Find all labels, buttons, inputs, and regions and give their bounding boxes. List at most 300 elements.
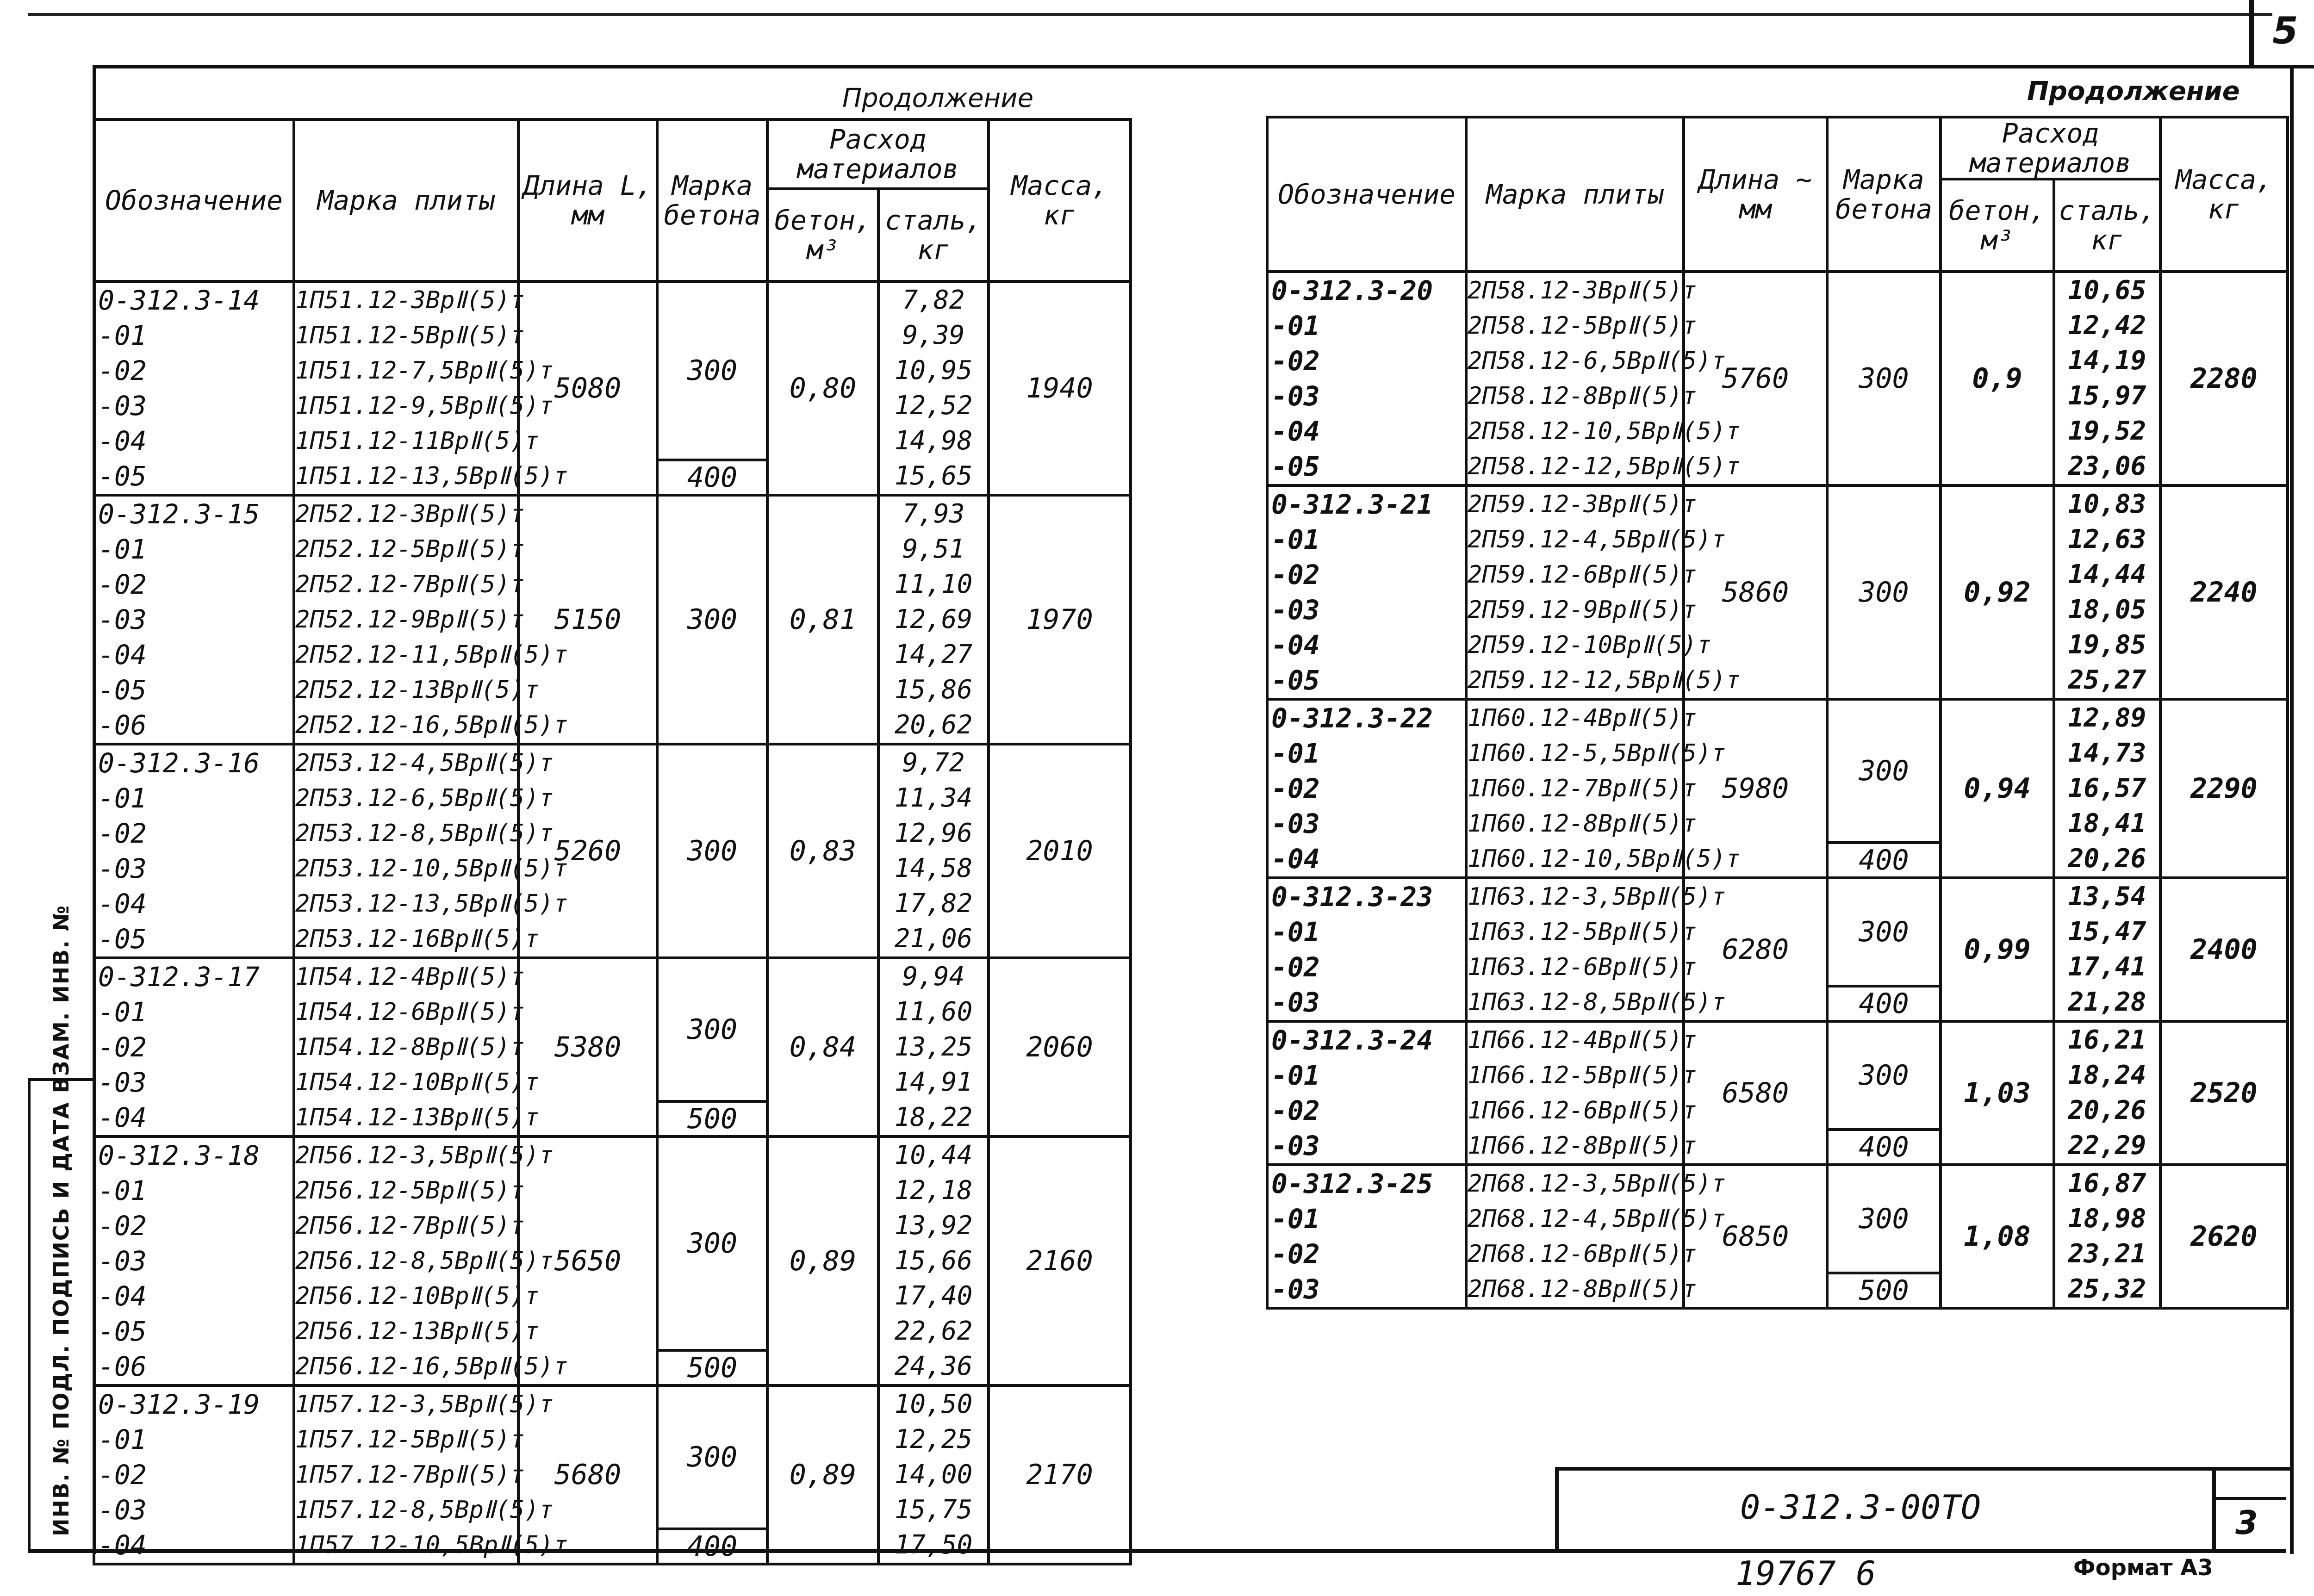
steel-cell: 15,66	[894, 1246, 973, 1276]
format-label: Формат А3	[2073, 1555, 2213, 1581]
designations-cell: -03	[98, 604, 147, 635]
header-steel: сталь, кг	[878, 189, 989, 281]
steel-cell	[878, 744, 989, 958]
steel-cell: 14,44	[2068, 559, 2146, 590]
marks-cell: 1П54.12-13ВрⅡ(5)т	[295, 1104, 539, 1131]
concrete-cell: 0,83	[767, 744, 878, 958]
length-cell: 5380	[518, 958, 657, 1136]
header-concrete-grade: Марка бетона	[657, 119, 767, 281]
steel-cell: 15,75	[894, 1495, 973, 1525]
grade-value: 300	[1859, 1059, 1909, 1092]
marks-cell: 2П59.12-10ВрⅡ(5)т	[1468, 631, 1711, 659]
steel-cell	[878, 1385, 989, 1564]
header-mass: Масса, кг	[2160, 117, 2288, 272]
header-materials: Расход материалов	[767, 119, 989, 189]
designations-cell: -02	[1271, 951, 1320, 983]
concrete-cell: 0,89	[767, 1136, 878, 1385]
group-row	[94, 744, 1131, 958]
marks-cell: 2П58.12-5ВрⅡ(5)т	[1468, 312, 1697, 340]
designations-cell: 0-312.3-17	[98, 961, 260, 993]
steel-cell: 10,65	[2068, 275, 2146, 305]
steel-cell: 24,36	[894, 1351, 973, 1381]
steel-cell: 16,87	[2068, 1168, 2146, 1199]
steel-cell: 12,18	[894, 1175, 973, 1205]
steel-cell	[2054, 272, 2160, 485]
designation-cell	[94, 744, 294, 958]
marks-cell: 2П68.12-4,5ВрⅡ(5)т	[1468, 1205, 1726, 1233]
marks-cell: 2П53.12-4,5ВрⅡ(5)т	[295, 749, 554, 777]
steel-cell: 18,05	[2068, 595, 2146, 625]
grade-cell	[657, 1136, 767, 1385]
spec-table-right	[1266, 116, 2289, 1310]
steel-cell: 9,39	[902, 320, 965, 350]
length-cell: 5150	[518, 495, 657, 744]
designations-cell: -03	[1271, 808, 1320, 839]
header-designation: Обозначение	[94, 119, 294, 281]
marks-cell: 2П52.12-9ВрⅡ(5)т	[295, 606, 525, 633]
marks-cell: 2П58.12-8ВрⅡ(5)т	[1468, 382, 1697, 410]
marks-cell: 1П54.12-6ВрⅡ(5)т	[295, 998, 525, 1026]
marks-cell: 1П63.12-3,5ВрⅡ(5)т	[1468, 883, 1726, 911]
mass-cell: 2160	[989, 1136, 1131, 1385]
designations-cell: -04	[98, 1529, 147, 1561]
designations-cell: 0-312.3-15	[98, 498, 260, 530]
mass-cell: 2170	[989, 1385, 1131, 1564]
designation-cell	[94, 958, 294, 1136]
designations-cell: 0-312.3-25	[1271, 1168, 1433, 1199]
steel-cell	[878, 495, 989, 744]
header-mark: Марка плиты	[294, 119, 518, 281]
marks-cell: 2П56.12-7ВрⅡ(5)т	[295, 1212, 525, 1240]
designations-cell: -06	[98, 1351, 147, 1382]
marks-cell: 1П57.12-7ВрⅡ(5)т	[295, 1461, 525, 1489]
marks-cell: 2П56.12-10ВрⅡ(5)т	[295, 1282, 539, 1310]
steel-cell	[2054, 1021, 2160, 1165]
designations-cell: -03	[98, 1494, 147, 1526]
designations-cell: 0-312.3-22	[1271, 702, 1433, 734]
designation-cell	[1267, 699, 1466, 878]
grade-value: 300	[1859, 576, 1909, 609]
steel-cell: 14,58	[894, 853, 973, 883]
marks-cell: 1П66.12-8ВрⅡ(5)т	[1468, 1132, 1697, 1160]
designations-cell: -04	[98, 1102, 147, 1133]
concrete-cell: 0,81	[767, 495, 878, 744]
steel-cell: 17,82	[894, 888, 973, 919]
mass-cell: 2280	[2160, 272, 2288, 485]
steel-cell: 17,40	[894, 1281, 973, 1311]
marks-cell: 2П59.12-12,5ВрⅡ(5)т	[1468, 666, 1741, 694]
mark-cell	[294, 1385, 568, 1564]
steel-cell: 22,29	[2068, 1130, 2146, 1161]
designations-cell: -02	[98, 1210, 147, 1242]
steel-cell: 18,24	[2068, 1060, 2146, 1090]
designations-cell: -05	[1271, 664, 1320, 696]
designations-cell: -03	[98, 1245, 147, 1277]
group-row	[94, 1385, 1131, 1564]
designations-cell: -01	[98, 1424, 147, 1455]
marks-cell: 2П53.12-16ВрⅡ(5)т	[295, 925, 539, 953]
steel-cell: 13,92	[894, 1211, 973, 1241]
length-cell: 5980	[1684, 699, 1827, 878]
steel-cell: 15,97	[2068, 381, 2146, 411]
designations-cell: -05	[98, 1316, 147, 1347]
grade-value: 400	[1829, 985, 1939, 1020]
designation-cell	[1267, 485, 1466, 699]
grade-value: 300	[1859, 362, 1909, 395]
steel-cell: 9,51	[902, 534, 965, 564]
marks-cell: 2П58.12-6,5ВрⅡ(5)т	[1468, 347, 1726, 375]
designation-cell	[1267, 272, 1466, 485]
steel-cell	[2054, 485, 2160, 699]
steel-cell	[878, 281, 989, 495]
marks-cell: 2П56.12-3,5ВрⅡ(5)т	[295, 1142, 554, 1169]
steel-cell: 17,41	[2068, 952, 2146, 982]
marks-cell: 1П60.12-8ВрⅡ(5)т	[1468, 810, 1697, 838]
designations-cell: -04	[98, 1280, 147, 1312]
header-length: Длина L, мм	[518, 119, 657, 281]
marks-cell: 2П56.12-5ВрⅡ(5)т	[295, 1177, 525, 1205]
steel-cell: 12,52	[894, 391, 973, 421]
designations-cell: 0-312.3-18	[98, 1140, 260, 1171]
steel-cell: 10,83	[2068, 489, 2146, 519]
steel-cell: 15,47	[2068, 917, 2146, 947]
continuation-label-left: Продолжение	[842, 83, 1034, 113]
concrete-cell: 0,94	[1941, 699, 2054, 878]
designations-cell: -01	[98, 782, 147, 814]
steel-cell	[2054, 1165, 2160, 1308]
side-stamp-text: ИНВ. № ПОДЛ. ПОДПИСЬ И ДАТА ВЗАМ. ИНВ. №	[49, 904, 74, 1536]
marks-cell: 2П52.12-16,5ВрⅡ(5)т	[295, 711, 568, 739]
steel-cell: 21,28	[2068, 987, 2146, 1017]
mass-cell: 2620	[2160, 1165, 2288, 1308]
sheet-label-line	[2216, 1497, 2286, 1500]
document-code: 0-312.3-00ТО	[1740, 1488, 1981, 1527]
steel-cell: 19,85	[2068, 630, 2146, 660]
archive-stamp: 19767 6	[1736, 1554, 1876, 1593]
steel-cell: 12,96	[894, 818, 973, 848]
marks-cell: 1П57.12-3,5ВрⅡ(5)т	[295, 1391, 554, 1418]
mark-cell	[294, 495, 568, 744]
marks-cell: 2П68.12-8ВрⅡ(5)т	[1468, 1275, 1697, 1303]
grade-value: 500	[1829, 1272, 1939, 1307]
designations-cell: -05	[98, 460, 147, 492]
designations-cell: -02	[1271, 559, 1320, 590]
designations-cell: -04	[98, 639, 147, 671]
header-mass: Масса, кг	[989, 119, 1131, 281]
header-designation: Обозначение	[1267, 117, 1466, 272]
mass-cell: 2010	[989, 744, 1131, 958]
designations-cell: 0-312.3-16	[98, 747, 260, 779]
group-row	[94, 958, 1131, 1136]
designations-cell: -02	[98, 818, 147, 849]
marks-cell: 2П53.12-13,5ВрⅡ(5)т	[295, 890, 568, 918]
marks-cell: 2П56.12-13ВрⅡ(5)т	[295, 1317, 539, 1345]
designation-cell	[1267, 1165, 1466, 1308]
marks-cell: 1П63.12-6ВрⅡ(5)т	[1468, 953, 1697, 981]
length-cell: 5760	[1684, 272, 1827, 485]
steel-cell: 9,94	[902, 962, 965, 992]
grade-value: 300	[1859, 755, 1909, 787]
designation-cell	[94, 281, 294, 495]
marks-cell: 2П68.12-6ВрⅡ(5)т	[1468, 1240, 1697, 1268]
marks-cell: 1П51.12-3ВрⅡ(5)т	[295, 286, 525, 314]
grade-value: 300	[687, 835, 738, 867]
steel-cell	[878, 958, 989, 1136]
steel-cell: 25,32	[2068, 1274, 2146, 1304]
designation-cell	[1267, 1021, 1466, 1165]
grade-value: 500	[659, 1349, 766, 1384]
length-cell: 5650	[518, 1136, 657, 1385]
designations-cell: 0-312.3-21	[1271, 489, 1433, 520]
grade-cell	[657, 958, 767, 1136]
mark-cell	[1466, 485, 1741, 699]
mark-cell	[1466, 1165, 1726, 1308]
steel-cell: 16,57	[2068, 773, 2146, 803]
steel-cell	[2054, 878, 2160, 1021]
steel-cell: 14,00	[894, 1459, 973, 1490]
grade-cell	[1827, 1021, 1941, 1165]
mass-cell: 2290	[2160, 699, 2288, 878]
steel-cell: 14,98	[894, 426, 973, 456]
steel-cell: 22,62	[894, 1316, 973, 1346]
designations-cell: -06	[98, 709, 147, 741]
mark-cell	[294, 281, 568, 495]
designations-cell: -01	[98, 320, 147, 351]
designation-cell	[1267, 878, 1466, 1021]
length-cell: 5860	[1684, 485, 1827, 699]
grade-value: 300	[1859, 1203, 1909, 1235]
designations-cell: -02	[98, 355, 147, 386]
designations-cell: -02	[1271, 1238, 1320, 1270]
designation-cell	[94, 1136, 294, 1385]
marks-cell: 2П58.12-10,5ВрⅡ(5)т	[1468, 417, 1741, 445]
mark-cell	[1466, 272, 1741, 485]
mark-cell	[294, 744, 568, 958]
group-row	[94, 281, 1131, 495]
grade-cell	[1827, 485, 1941, 699]
steel-cell: 13,25	[894, 1032, 973, 1062]
group-row	[1267, 878, 2288, 1021]
steel-cell: 17,50	[894, 1530, 973, 1560]
steel-cell: 11,10	[894, 569, 973, 599]
marks-cell: 2П59.12-3ВрⅡ(5)т	[1468, 491, 1697, 518]
steel-cell: 19,52	[2068, 416, 2146, 446]
steel-cell: 12,89	[2068, 703, 2146, 733]
designation-cell	[94, 1385, 294, 1564]
marks-cell: 1П54.12-8ВрⅡ(5)т	[295, 1033, 525, 1061]
marks-cell: 2П59.12-9ВрⅡ(5)т	[1468, 596, 1697, 624]
grade-value: 400	[1829, 1128, 1939, 1163]
steel-cell: 12,69	[894, 604, 973, 634]
mark-cell	[1466, 1021, 1697, 1165]
marks-cell: 1П63.12-8,5ВрⅡ(5)т	[1468, 988, 1726, 1016]
grade-cell	[657, 1385, 767, 1564]
grade-value: 500	[659, 1100, 766, 1135]
designations-cell: -04	[1271, 629, 1320, 661]
length-cell: 5080	[518, 281, 657, 495]
designations-cell: 0-312.3-20	[1271, 275, 1433, 306]
steel-cell: 7,93	[902, 499, 965, 529]
marks-cell: 2П59.12-4,5ВрⅡ(5)т	[1468, 526, 1726, 553]
marks-cell: 1П51.12-11ВрⅡ(5)т	[295, 427, 539, 455]
steel-cell: 11,34	[894, 783, 973, 813]
designations-cell: -01	[1271, 1060, 1320, 1091]
grade-cell	[1827, 1165, 1941, 1308]
marks-cell: 1П57.12-10,5ВрⅡ(5)т	[295, 1531, 568, 1559]
designations-cell: -04	[1271, 416, 1320, 447]
concrete-cell: 0,99	[1941, 878, 2054, 1021]
length-cell: 5680	[518, 1385, 657, 1564]
steel-cell: 20,26	[2068, 1095, 2146, 1125]
steel-cell: 14,19	[2068, 346, 2146, 376]
concrete-cell: 0,9	[1941, 272, 2054, 485]
group-row	[1267, 272, 2288, 485]
designations-cell: -04	[98, 888, 147, 919]
steel-cell: 14,27	[894, 640, 973, 670]
steel-cell: 10,95	[894, 355, 973, 385]
designations-cell: -03	[1271, 987, 1320, 1018]
marks-cell: 1П66.12-5ВрⅡ(5)т	[1468, 1062, 1697, 1089]
designations-cell: -02	[98, 569, 147, 600]
concrete-cell: 0,80	[767, 281, 878, 495]
designations-cell: -05	[1271, 451, 1320, 482]
grade-cell	[1827, 878, 1941, 1021]
mass-cell: 2520	[2160, 1021, 2288, 1165]
steel-cell: 10,50	[894, 1389, 973, 1419]
steel-cell: 18,22	[894, 1102, 973, 1132]
marks-cell: 2П52.12-13ВрⅡ(5)т	[295, 676, 539, 704]
header-length: Длина ~ мм	[1684, 117, 1827, 272]
marks-cell: 1П60.12-7ВрⅡ(5)т	[1468, 775, 1697, 802]
marks-cell: 1П57.12-8,5ВрⅡ(5)т	[295, 1496, 554, 1524]
designations-cell: -01	[98, 996, 147, 1028]
marks-cell: 1П51.12-9,5ВрⅡ(5)т	[295, 392, 554, 420]
marks-cell: 2П52.12-5ВрⅡ(5)т	[295, 535, 525, 563]
grade-cell	[657, 281, 767, 495]
steel-cell: 20,26	[2068, 844, 2146, 874]
steel-cell: 15,86	[894, 675, 973, 705]
designations-cell: -03	[1271, 1273, 1320, 1305]
steel-cell: 12,25	[894, 1424, 973, 1454]
marks-cell: 2П52.12-3ВрⅡ(5)т	[295, 500, 525, 528]
header-materials: Расход материалов	[1941, 117, 2160, 179]
designations-cell: -02	[98, 1031, 147, 1063]
designations-cell: -04	[1271, 843, 1320, 875]
header-mark: Марка плиты	[1466, 117, 1684, 272]
designations-cell: -03	[1271, 1130, 1320, 1161]
marks-cell: 2П56.12-8,5ВрⅡ(5)т	[295, 1247, 554, 1275]
designations-cell: -02	[1271, 345, 1320, 377]
steel-cell: 16,21	[2068, 1025, 2146, 1055]
header-concrete: бетон, м³	[1941, 179, 2054, 272]
designations-cell: -01	[1271, 310, 1320, 342]
designations-cell: 0-312.3-23	[1271, 881, 1433, 913]
designations-cell: 0-312.3-24	[1271, 1025, 1433, 1056]
steel-cell: 25,27	[2068, 665, 2146, 695]
header-concrete: бетон, м³	[767, 189, 878, 281]
mark-cell	[1466, 699, 1741, 878]
group-row	[1267, 485, 2288, 699]
grade-value: 400	[1829, 841, 1939, 876]
steel-cell: 10,44	[894, 1140, 973, 1170]
marks-cell: 1П51.12-5ВрⅡ(5)т	[295, 322, 525, 349]
length-cell: 6280	[1684, 878, 1827, 1021]
steel-cell: 20,62	[894, 710, 973, 740]
marks-cell: 1П54.12-4ВрⅡ(5)т	[295, 963, 525, 991]
steel-cell: 14,91	[894, 1067, 973, 1097]
steel-cell: 9,72	[902, 748, 965, 778]
concrete-cell: 0,89	[767, 1385, 878, 1564]
designations-cell: 0-312.3-14	[98, 285, 260, 316]
marks-cell: 2П58.12-12,5ВрⅡ(5)т	[1468, 453, 1741, 480]
steel-cell: 13,54	[2068, 882, 2146, 912]
marks-cell: 1П66.12-4ВрⅡ(5)т	[1468, 1026, 1697, 1054]
grade-value: 300	[687, 1227, 738, 1260]
group-row	[1267, 699, 2288, 878]
grade-value: 300	[687, 1013, 738, 1046]
steel-cell: 18,98	[2068, 1204, 2146, 1234]
steel-cell	[2054, 699, 2160, 878]
steel-cell: 23,06	[2068, 451, 2146, 481]
grade-value: 300	[687, 354, 738, 387]
marks-cell: 1П51.12-7,5ВрⅡ(5)т	[295, 357, 554, 385]
page-number: 5	[2272, 9, 2298, 52]
mark-cell	[294, 958, 539, 1136]
group-row	[1267, 1021, 2288, 1165]
steel-cell	[878, 1136, 989, 1385]
steel-cell: 21,06	[894, 924, 973, 954]
header-concrete-grade: Марка бетона	[1827, 117, 1941, 272]
marks-cell: 2П68.12-3,5ВрⅡ(5)т	[1468, 1170, 1726, 1198]
mass-cell: 2240	[2160, 485, 2288, 699]
marks-cell: 1П60.12-5,5ВрⅡ(5)т	[1468, 739, 1726, 767]
grade-value: 300	[687, 603, 738, 636]
concrete-cell: 0,84	[767, 958, 878, 1136]
designations-cell: -02	[1271, 773, 1320, 804]
header-steel: сталь, кг	[2054, 179, 2160, 272]
length-cell: 6580	[1684, 1021, 1827, 1165]
top-border-line	[28, 13, 2272, 16]
mass-cell: 1970	[989, 495, 1131, 744]
mass-cell: 2400	[2160, 878, 2288, 1021]
marks-cell: 2П53.12-6,5ВрⅡ(5)т	[295, 784, 554, 812]
designations-cell: -01	[1271, 524, 1320, 555]
designation-cell	[94, 495, 294, 744]
sheet-number: 3	[2235, 1504, 2258, 1542]
marks-cell: 1П54.12-10ВрⅡ(5)т	[295, 1068, 539, 1096]
marks-cell: 2П53.12-10,5ВрⅡ(5)т	[295, 855, 568, 882]
length-cell: 6850	[1684, 1165, 1827, 1308]
designations-cell: -03	[98, 1067, 147, 1098]
designations-cell: -03	[1271, 380, 1320, 412]
continuation-label-right: Продолжение	[2027, 76, 2240, 106]
marks-cell: 2П59.12-6ВрⅡ(5)т	[1468, 561, 1697, 589]
group-row	[1267, 1165, 2288, 1308]
grade-cell	[1827, 272, 1941, 485]
marks-cell: 1П63.12-5ВрⅡ(5)т	[1468, 918, 1697, 946]
marks-cell: 1П57.12-5ВрⅡ(5)т	[295, 1426, 525, 1453]
marks-cell: 2П52.12-7ВрⅡ(5)т	[295, 571, 525, 598]
steel-cell: 18,41	[2068, 808, 2146, 838]
marks-cell: 1П60.12-4ВрⅡ(5)т	[1468, 704, 1697, 732]
grade-value: 400	[659, 1528, 766, 1563]
designations-cell: 0-312.3-19	[98, 1389, 260, 1420]
steel-cell: 15,65	[894, 461, 973, 491]
steel-cell: 14,73	[2068, 738, 2146, 768]
steel-cell: 11,60	[894, 997, 973, 1027]
designations-cell: -04	[98, 425, 147, 457]
marks-cell: 1П60.12-10,5ВрⅡ(5)т	[1468, 845, 1741, 873]
